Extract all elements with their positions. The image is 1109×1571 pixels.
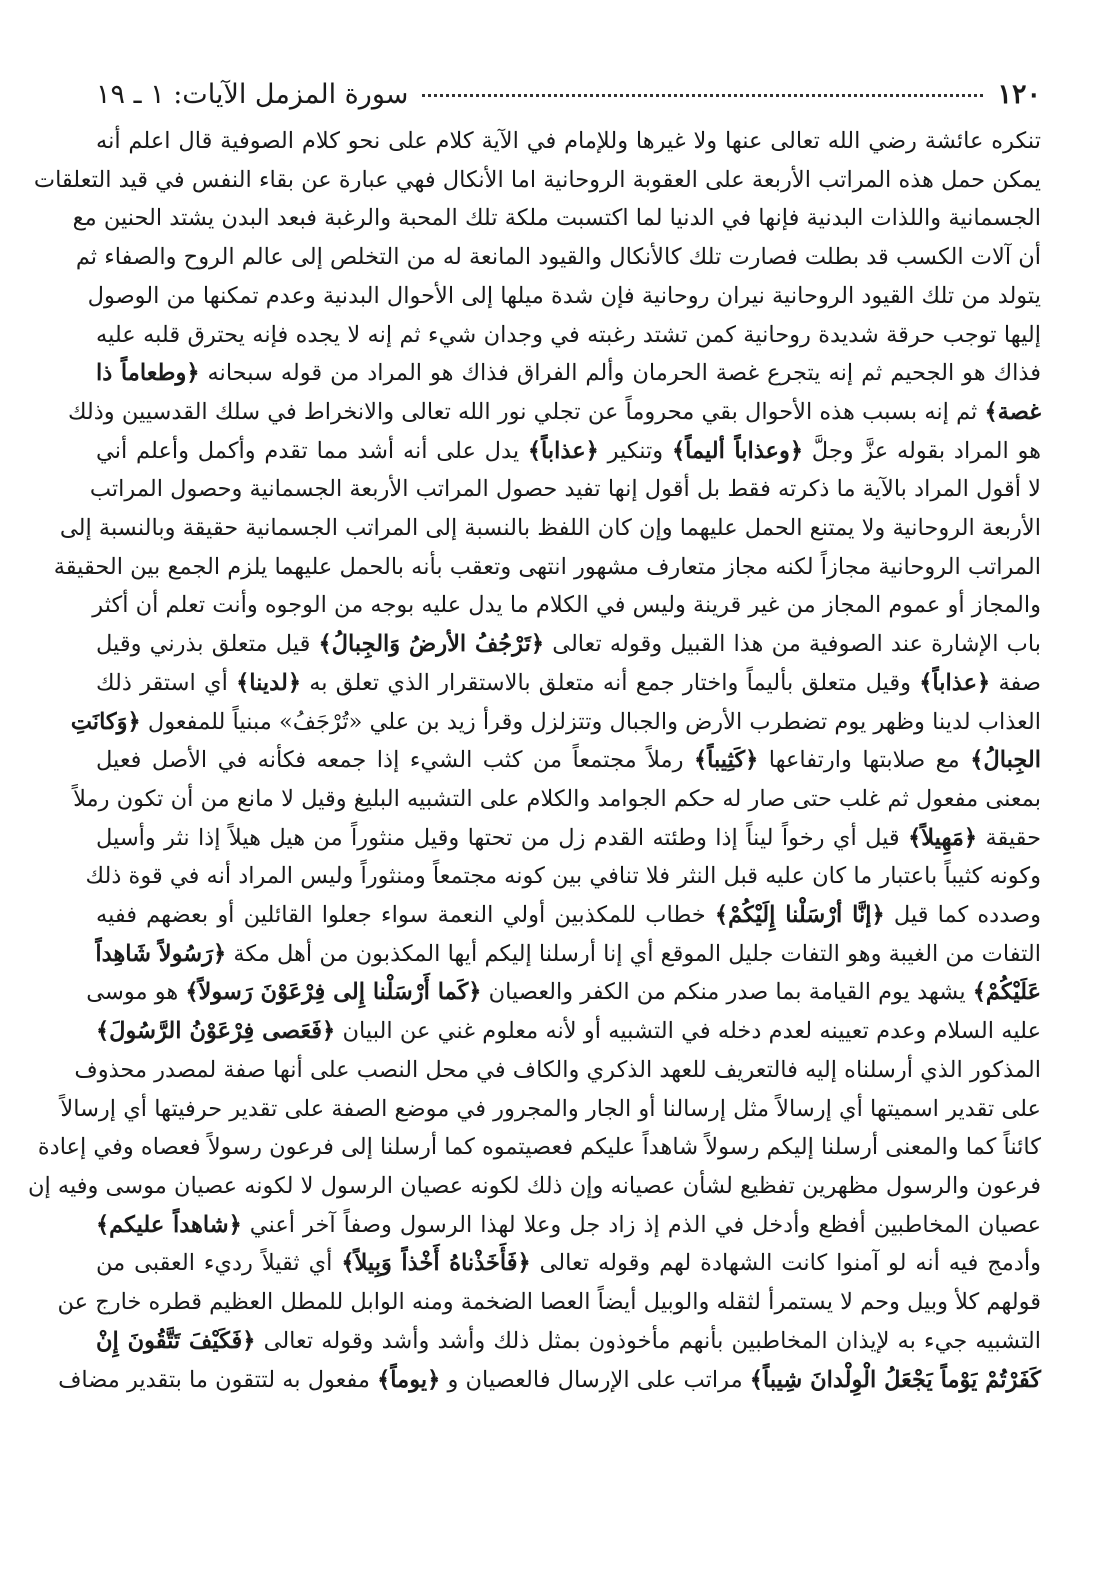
text-line: تنكره عائشة رضي الله تعالى عنها ولا غيرها وللإمام في الآية كلام على نحو كلام الصوفية قال اعلم أنه	[96, 128, 1041, 154]
quran-quote: ﴿وَكانَتِ	[70, 708, 141, 735]
text-line: عصيان المخاطبين أفظع وأدخل في الذم إذ زاد جل وعلا لهذا الرسول وصفاً آخر أعني ﴿شاهداً عليكم﴾	[96, 1211, 1041, 1238]
text-line: الجِبالُ﴾ مع صلابتها وارتفاعها ﴿كَثِيباً﴾ رملاً مجتمعاً من كثب الشيء إذا جمعه فكأنه في الأصل فعيل	[96, 747, 1042, 774]
text-line: المراتب الروحانية مجازاً لكنه مجاز متعارف مشهور انتهى وتعقب بأنه بالحمل عليهما يلزم الجمع بين الحقيقة	[53, 553, 1041, 580]
text-line: التفات من الغيبة وهو التفات جليل الموقع أي إنا أرسلنا إليكم أيها المكذبون من أهل مكة ﴿رَسُولاً شَاهِداً	[95, 940, 1041, 967]
text-line: باب الإشارة عند الصوفية من هذا القبيل وقوله تعالى ﴿تَرْجُفُ الأرضُ وَالجِبالُ﴾ قيل متعلق بذرني وقيل	[96, 631, 1041, 658]
quran-quote: ﴿كَما أَرْسَلْنا إِلى فِرْعَوْنَ رَسولاً﴾	[185, 979, 482, 1006]
running-header	[96, 78, 1041, 112]
text-line: التشبيه جيء به لإيذان المخاطبين بأنهم مأخوذون بمثل ذلك وأشد وأشد وقوله تعالى ﴿فَكَيْفَ تَتَّقُونَ إِنْ	[96, 1327, 1041, 1354]
quran-quote: ﴿يوماً﴾	[377, 1366, 441, 1393]
text-line: على تقدير اسميتها أي إرسالاً مثل إرسالنا أو الجار والمجرور في موضع الصفة على تقدير حرفيتها أي إرسالاً	[60, 1095, 1041, 1122]
text-line: أن آلات الكسب قد بطلت فصارت تلك كالأنكال والقيود المانعة له من التخلص إلى عالم الروح والصفاء ثم	[75, 244, 1041, 271]
commentary-text	[27, 122, 1042, 1399]
text-line: كائناً كما والمعنى أرسلنا إليكم رسولاً شاهداً عليكم فعصيتموه كما أرسلنا إلى فرعون رسولاً فعصاه وفي إعادة	[37, 1134, 1041, 1161]
quran-quote: ﴿فَأَخَذْناهُ أَخْذاً وَبِيلاً﴾	[341, 1250, 531, 1277]
text-line: فذاك هو الجحيم ثم إنه يتجرع غصة الحرمان وألم الفراق فذاك هو المراد من قوله سبحانه ﴿وطعاماً ذا	[96, 360, 1042, 387]
text-line: والمجاز أو عموم المجاز من غير قرينة وليس في الكلام ما يدل عليه بوجه من الوجوه وأنت تعلم أن أكثر	[92, 592, 1041, 619]
surah-title: سورة المزمل الآيات: ١ ـ ١٩	[96, 79, 409, 110]
quran-quote: غصة﴾	[984, 398, 1041, 425]
text-line: يتولد من تلك القيود الروحانية نيران روحانية فإن شدة ميلها إلى الأحوال البدنية وعدم تمكنها من الوصول	[87, 282, 1041, 309]
text-line: قولهم كلأ وبيل وحم لا يستمرأ لثقله والوبيل أيضاً العصا الضخمة ومنه الوابل للمطل العظيم قطره خارج عن	[57, 1289, 1041, 1316]
text-line: حقيقة ﴿مَهِيلاً﴾ قيل أي رخواً ليناً إذا وطئته القدم زل من تحتها وقيل منثوراً من هيل هيلاً إذا نثر وأسيل	[96, 824, 1041, 851]
quran-quote: ﴿فَعَصى فِرْعَوْنُ الرَّسُولَ﴾	[96, 1018, 336, 1045]
text-line: إليها توجب حرقة شديدة روحانية كمن تشتد رغبته في وجدان شيء ثم إنه لا يجده فإنه يحترق قلبه عليه	[96, 321, 1041, 348]
quran-quote: ﴿مَهِيلاً﴾	[908, 824, 978, 851]
quran-quote: ﴿لدينا﴾	[236, 669, 302, 696]
text-line: المذكور الذي أرسلناه إليه فالتعريف للعهد الذكري والكاف في محل النصب على أنها صفة لمصدر محذوف	[74, 1056, 1041, 1083]
quran-quote: ﴿كَثِيباً﴾	[693, 747, 759, 774]
text-line: كَفَرْتُمْ يَوْماً يَجْعَلُ الْوِلْدانَ شِيباً﴾ مراتب على الإرسال فالعصيان و ﴿يوماً﴾ مفعول به لتتقون ما بتقدير مضاف	[58, 1366, 1041, 1393]
text-line: عليه السلام وعدم تعيينه لعدم دخله في التشبيه أو لأنه معلوم غني عن البيان ﴿فَعَصى فِرْعَوْنُ الرَّسُولَ﴾	[96, 1018, 1042, 1045]
text-line: وأدمج فيه أنه لو آمنوا كانت الشهادة لهم وقوله تعالى ﴿فَأَخَذْناهُ أَخْذاً وَبِيلاً﴾ أي ثقيلاً رديء العقبى من	[96, 1250, 1042, 1277]
text-line: وكونه كثيباً باعتبار ما كان عليه قبل النثر فلا تنافي بين كونه مجتمعاً ومنثوراً وليس المراد أنه في قوة ذلك	[85, 863, 1041, 890]
quran-quote: ﴿وعذاباً أليماً﴾	[671, 437, 804, 464]
text-line: عَلَيْكُمْ﴾ يشهد يوم القيامة بما صدر منكم من الكفر والعصيان ﴿كَما أَرْسَلْنا إِلى فِرْعَوْنَ رَسولاً﴾ هو موسى	[86, 979, 1041, 1006]
text-line: وصدده كما قيل ﴿إنَّا أرْسَلْنا إِلَيْكُمْ﴾ خطاب للمكذبين أولي النعمة سواء جعلوا القائلين أو بعضهم ففيه	[96, 902, 1041, 929]
quran-quote: ﴿تَرْجُفُ الأرضُ وَالجِبالُ﴾	[318, 631, 545, 658]
text-line: لا أقول المراد بالآية ما ذكرته فقط بل أقول إنها تفيد حصول المراتب الأربعة الجسمانية وحصول المراتب	[89, 476, 1041, 503]
text-line: غصة﴾ ثم إنه بسبب هذه الأحوال بقي محروماً عن تجلي نور الله تعالى والانخراط في سلك القدسيين وذلك	[67, 398, 1041, 425]
quran-quote: الجِبالُ﴾	[970, 747, 1042, 774]
quran-quote: ﴿شاهداً عليكم﴾	[96, 1211, 242, 1238]
quran-quote: ﴿عذاباً﴾	[919, 669, 991, 696]
text-line: الأربعة الروحانية ولا يمتنع الحمل عليهما وإن كان اللفظ بالنسبة إلى المراتب الجسمانية حقيقة وبالنسبة إلى	[59, 515, 1041, 542]
text-line: صفة ﴿عذاباً﴾ وقيل متعلق بأليماً واختار جمع أنه متعلق بالاستقرار الذي تعلق به ﴿لدينا﴾ أي استقر ذلك	[96, 669, 1042, 696]
text-line: العذاب لدينا وظهر يوم تضطرب الأرض والجبال وتتزلزل وقرأ زيد بن علي «تُرْجَفُ» مبنياً للمفعول ﴿وَكانَتِ	[70, 708, 1041, 735]
text-line: هو المراد بقوله عزَّ وجلَّ ﴿وعذاباً أليماً﴾ وتنكير ﴿عذاباً﴾ يدل على أنه أشد مما تقدم وأكمل وأعلم أني	[96, 437, 1041, 464]
quran-quote: عَلَيْكُمْ﴾	[972, 979, 1041, 1006]
text-line: الجسمانية واللذات البدنية فإنها في الدنيا لما اكتسبت ملكة تلك المحبة والرغبة فبعد البدن يشتد الحنين مع	[72, 205, 1041, 232]
header-dot-leader	[422, 94, 983, 97]
quran-quote: ﴿رَسُولاً شَاهِداً	[95, 940, 227, 967]
text-line: فرعون والرسول مظهرين تفظيع لشأن عصيانه وإن ذلك لكونه عصيان الرسول لا لكونه عصيان موسى وفيه إن	[27, 1172, 1041, 1199]
text-line: بمعنى مفعول ثم غلب حتى صار له حكم الجوامد والكلام على التشبيه البليغ وقيل لا مانع من أن تكون رملاً	[73, 785, 1041, 812]
quran-quote: ﴿عذاباً﴾	[527, 437, 599, 464]
text-line: يمكن حمل هذه المراتب الأربعة على العقوبة الروحانية اما الأنكال فهي عبارة عن بقاء النفس في قيد التعلقات	[33, 166, 1041, 193]
page-number: ١٢٠	[997, 79, 1041, 110]
quran-quote: كَفَرْتُمْ يَوْماً يَجْعَلُ الْوِلْدانَ شِيباً﴾	[749, 1366, 1041, 1393]
quran-quote: ﴿إنَّا أرْسَلْنا إِلَيْكُمْ﴾	[714, 902, 885, 929]
quran-quote: ﴿وطعاماً ذا	[96, 360, 200, 387]
quran-quote: ﴿فَكَيْفَ تَتَّقُونَ إِنْ	[96, 1327, 256, 1354]
